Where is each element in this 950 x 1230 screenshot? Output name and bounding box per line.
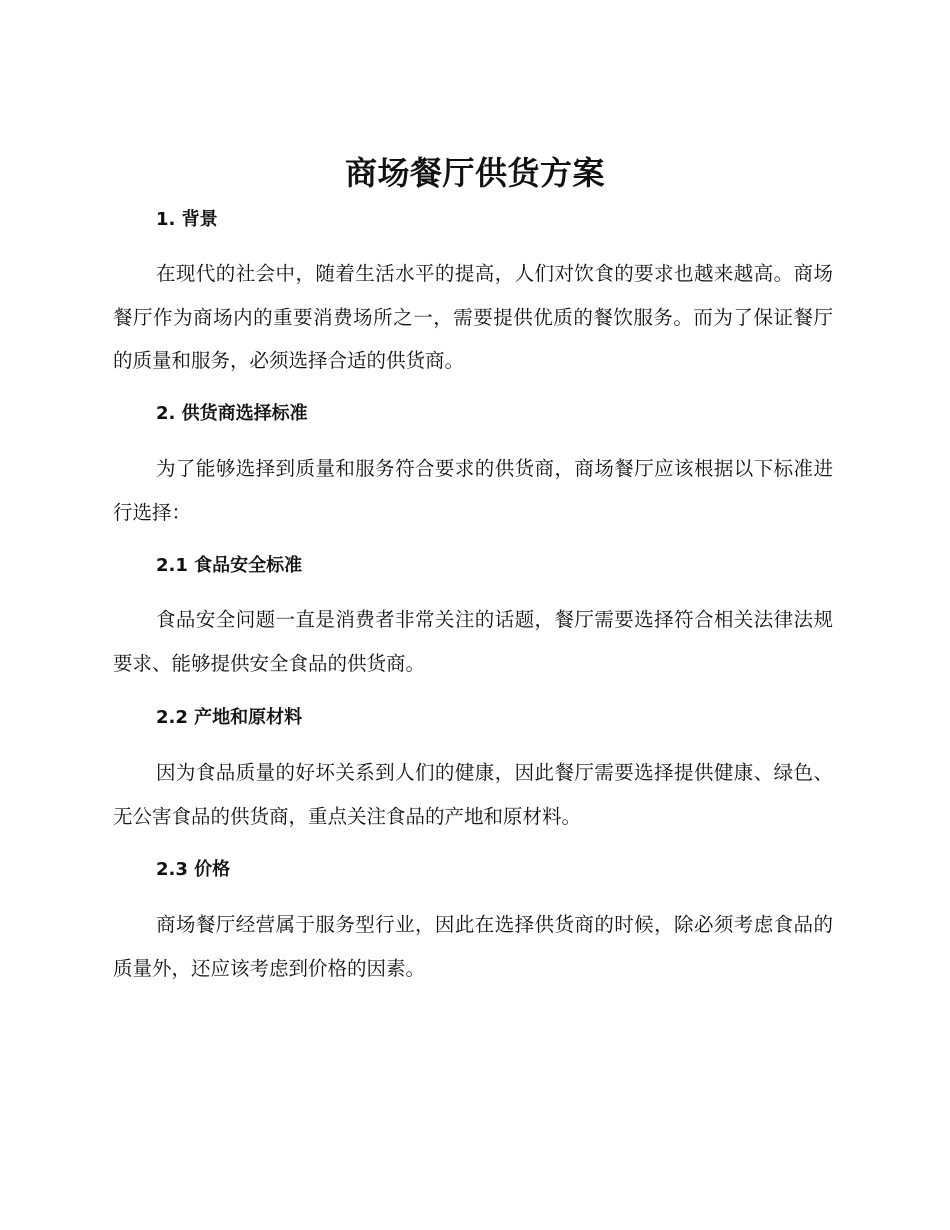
section-paragraph-price: 商场餐厅经营属于服务型行业，因此在选择供货商的时候，除必须考虑食品的质量外，还应该考虑到价格的因素。	[113, 913, 833, 980]
section-heading-origin-materials: 2.2 产地和原材料	[156, 707, 303, 728]
section-paragraph-supplier-criteria: 为了能够选择到质量和服务符合要求的供货商，商场餐厅应该根据以下标准进行选择：	[113, 457, 833, 524]
document-title: 商场餐厅供货方案	[344, 154, 605, 192]
section-paragraph-origin-materials: 因为食品质量的好坏关系到人们的健康，因此餐厅需要选择提供健康、绿色、无公害食品的供货商，重点关注食品的产地和原材料。	[113, 761, 833, 828]
section-paragraph-food-safety: 食品安全问题一直是消费者非常关注的话题，餐厅需要选择符合相关法律法规要求、能够提供安全食品的供货商。	[113, 608, 833, 675]
section-heading-background: 1. 背景	[156, 209, 218, 230]
section-paragraph-background: 在现代的社会中，随着生活水平的提高，人们对饮食的要求也越来越高。商场餐厅作为商场内的重要消费场所之一，需要提供优质的餐饮服务。而为了保证餐厅的质量和服务，必须选择合适的供货商。	[113, 262, 833, 372]
section-heading-price: 2.3 价格	[156, 859, 231, 880]
section-heading-food-safety: 2.1 食品安全标准	[156, 555, 303, 576]
section-heading-supplier-criteria: 2. 供货商选择标准	[156, 403, 308, 424]
